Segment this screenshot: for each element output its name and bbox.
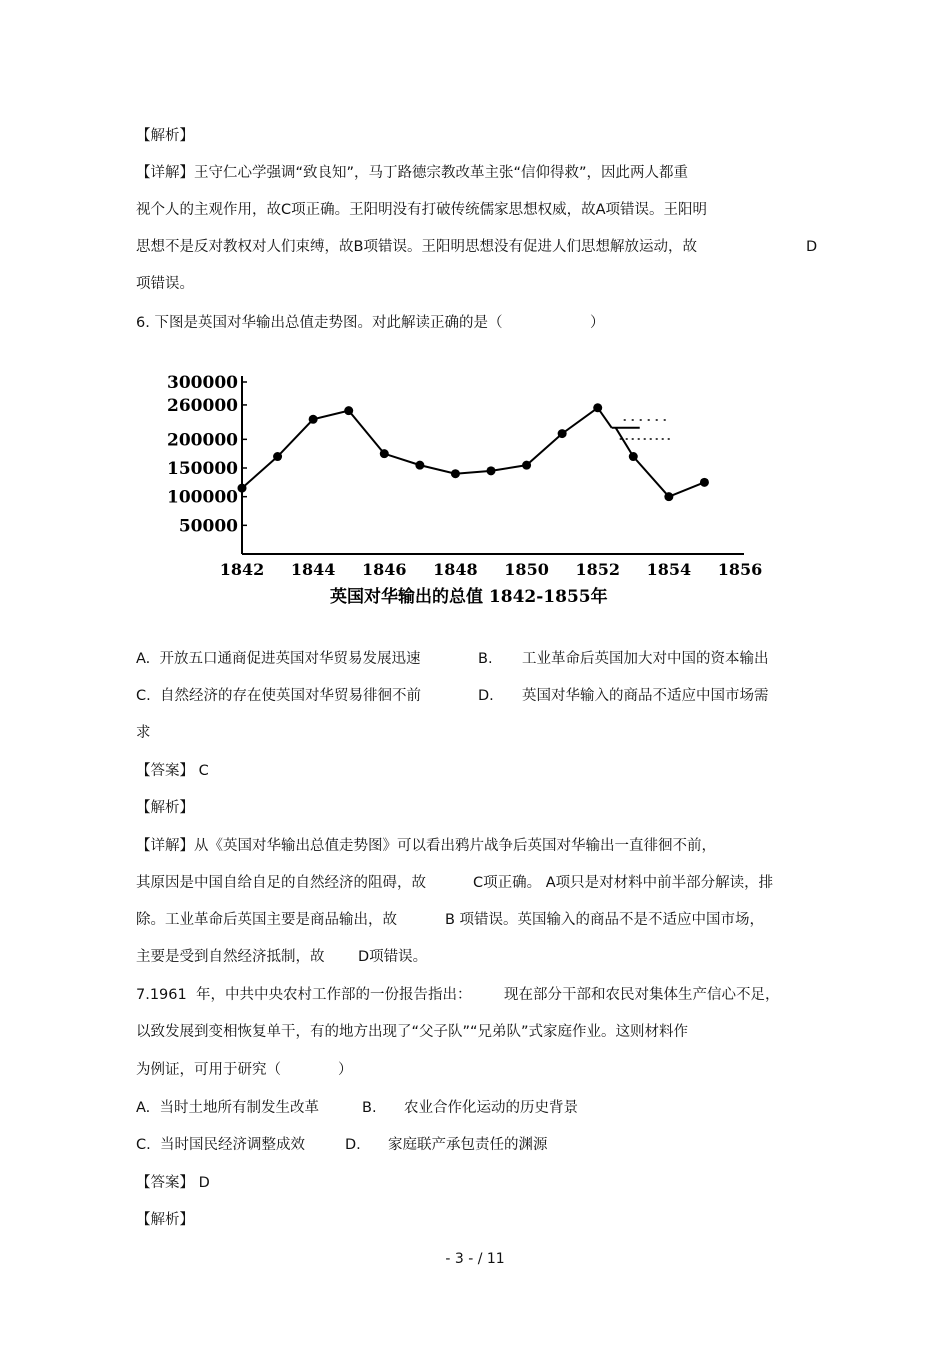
detail-trailing-letter: D (806, 239, 818, 255)
q6-detail-tail: B 项错误。英国输入的商品不是不适应中国市场， (445, 912, 765, 928)
q6-option-d-letter: D. (478, 688, 494, 704)
page-number: - 3 - / 11 (445, 1251, 505, 1267)
data-point (593, 403, 602, 412)
q6-option-a: A. 开放五口通商促进英国对华贸易发展迅速 (136, 651, 421, 667)
data-point (273, 452, 282, 461)
q6-detail-tail: D项错误。 (358, 949, 428, 965)
chart-title: 英国对华输出的总值 1842-1855年 (330, 587, 608, 607)
data-point (415, 461, 424, 470)
x-tick-label: 1852 (575, 560, 620, 579)
q7-option-d-letter: D. (345, 1137, 361, 1153)
q7-line2: 以致发展到变相恢复单干，有的地方出现了“父子队”“兄弟队”式家庭作业。这则材料作 (136, 1024, 689, 1040)
data-point (700, 478, 709, 487)
q6-stem-close: ） (590, 315, 605, 331)
q6-option-c: C. 自然经济的存在使英国对华贸易徘徊不前 (136, 688, 421, 704)
data-point (629, 452, 638, 461)
detail-line: 思想不是反对教权对人们束缚，故B项错误。王阳明思想没有促进人们思想解放运动，故 (136, 239, 697, 255)
data-point (487, 466, 496, 475)
q6-answer: 【答案】 C (136, 763, 209, 779)
x-tick-label: 1842 (219, 560, 265, 579)
series-line (616, 428, 705, 497)
y-tick-label: 200000 (167, 430, 238, 451)
y-tick-label: 260000 (167, 395, 238, 416)
x-tick-label: 1854 (646, 560, 692, 579)
y-tick-labels (167, 373, 247, 536)
x-tick-labels (220, 560, 763, 579)
analysis-label: 【解析】 (136, 128, 194, 144)
y-tick-label: 100000 (167, 487, 238, 508)
q6-detail-line: 【详解】从《英国对华输出总值走势图》可以看出鸦片战争后英国对华输出一直徘徊不前， (136, 838, 716, 854)
export-chart (160, 362, 770, 612)
x-tick-label: 1848 (433, 560, 478, 579)
y-tick-label: 150000 (167, 459, 238, 479)
chart-series (238, 403, 709, 501)
q6-analysis-label: 【解析】 (136, 800, 194, 816)
q7-line1a: 7.1961 年，中共中央农村工作部的一份报告指出： (136, 987, 472, 1003)
q7-line3: 为例证，可用于研究（ (136, 1062, 281, 1078)
q6-detail-line: 其原因是中国自给自足的自然经济的阻碍，故 (136, 875, 426, 891)
x-tick-label: 1844 (290, 560, 336, 579)
data-point (238, 484, 247, 493)
x-tick-label: 1846 (362, 560, 407, 579)
detail-line: 【详解】王守仁心学强调“致良知”，马丁路德宗教改革主张“信仰得救”，因此两人都重 (136, 165, 689, 181)
chart-decor (620, 420, 670, 439)
data-point (309, 415, 318, 424)
q6-detail-line: 除。工业革命后英国主要是商品输出，故 (136, 912, 397, 928)
q6-option-d-cont: 求 (136, 725, 151, 741)
q7-option-b-letter: B. (362, 1100, 377, 1116)
series-line (242, 408, 598, 488)
q7-line3-close: ） (338, 1062, 353, 1078)
q6-option-b-letter: B. (478, 651, 493, 667)
detail-line: 项错误。 (136, 276, 194, 292)
q7-line1b: 现在部分干部和农民对集体生产信心不足， (504, 987, 780, 1003)
q7-option-a: A. 当时土地所有制发生改革 (136, 1100, 319, 1116)
q6-option-d: 英国对华输入的商品不适应中国市场需 (522, 688, 769, 704)
y-tick-label: 300000 (167, 373, 238, 393)
y-tick-label: 50000 (178, 516, 238, 537)
data-point (344, 406, 353, 415)
q6-stem: 6. 下图是英国对华输出总值走势图。对此解读正确的是（ (136, 315, 503, 331)
data-point (664, 492, 673, 501)
x-tick-label: 1856 (717, 560, 763, 579)
x-tick-label: 1850 (504, 560, 549, 579)
chart-axes (242, 376, 744, 554)
q7-option-c: C. 当时国民经济调整成效 (136, 1137, 305, 1153)
q7-option-b: 农业合作化运动的历史背景 (404, 1100, 578, 1116)
q7-answer: 【答案】 D (136, 1175, 210, 1191)
q6-option-b: 工业革命后英国加大对中国的资本输出 (522, 651, 769, 667)
q7-analysis-label: 【解析】 (136, 1212, 194, 1228)
data-point (380, 449, 389, 458)
data-point (522, 461, 531, 470)
q6-detail-tail: C项正确。 A项只是对材料中前半部分解读，排 (473, 875, 774, 891)
data-point (558, 429, 567, 438)
data-point (451, 469, 460, 478)
q6-detail-line: 主要是受到自然经济抵制，故 (136, 949, 325, 965)
q7-option-d: 家庭联产承包责任的渊源 (388, 1137, 548, 1153)
detail-line: 视个人的主观作用，故C项正确。王阳明没有打破传统儒家思想权威，故A项错误。王阳明 (136, 202, 708, 218)
